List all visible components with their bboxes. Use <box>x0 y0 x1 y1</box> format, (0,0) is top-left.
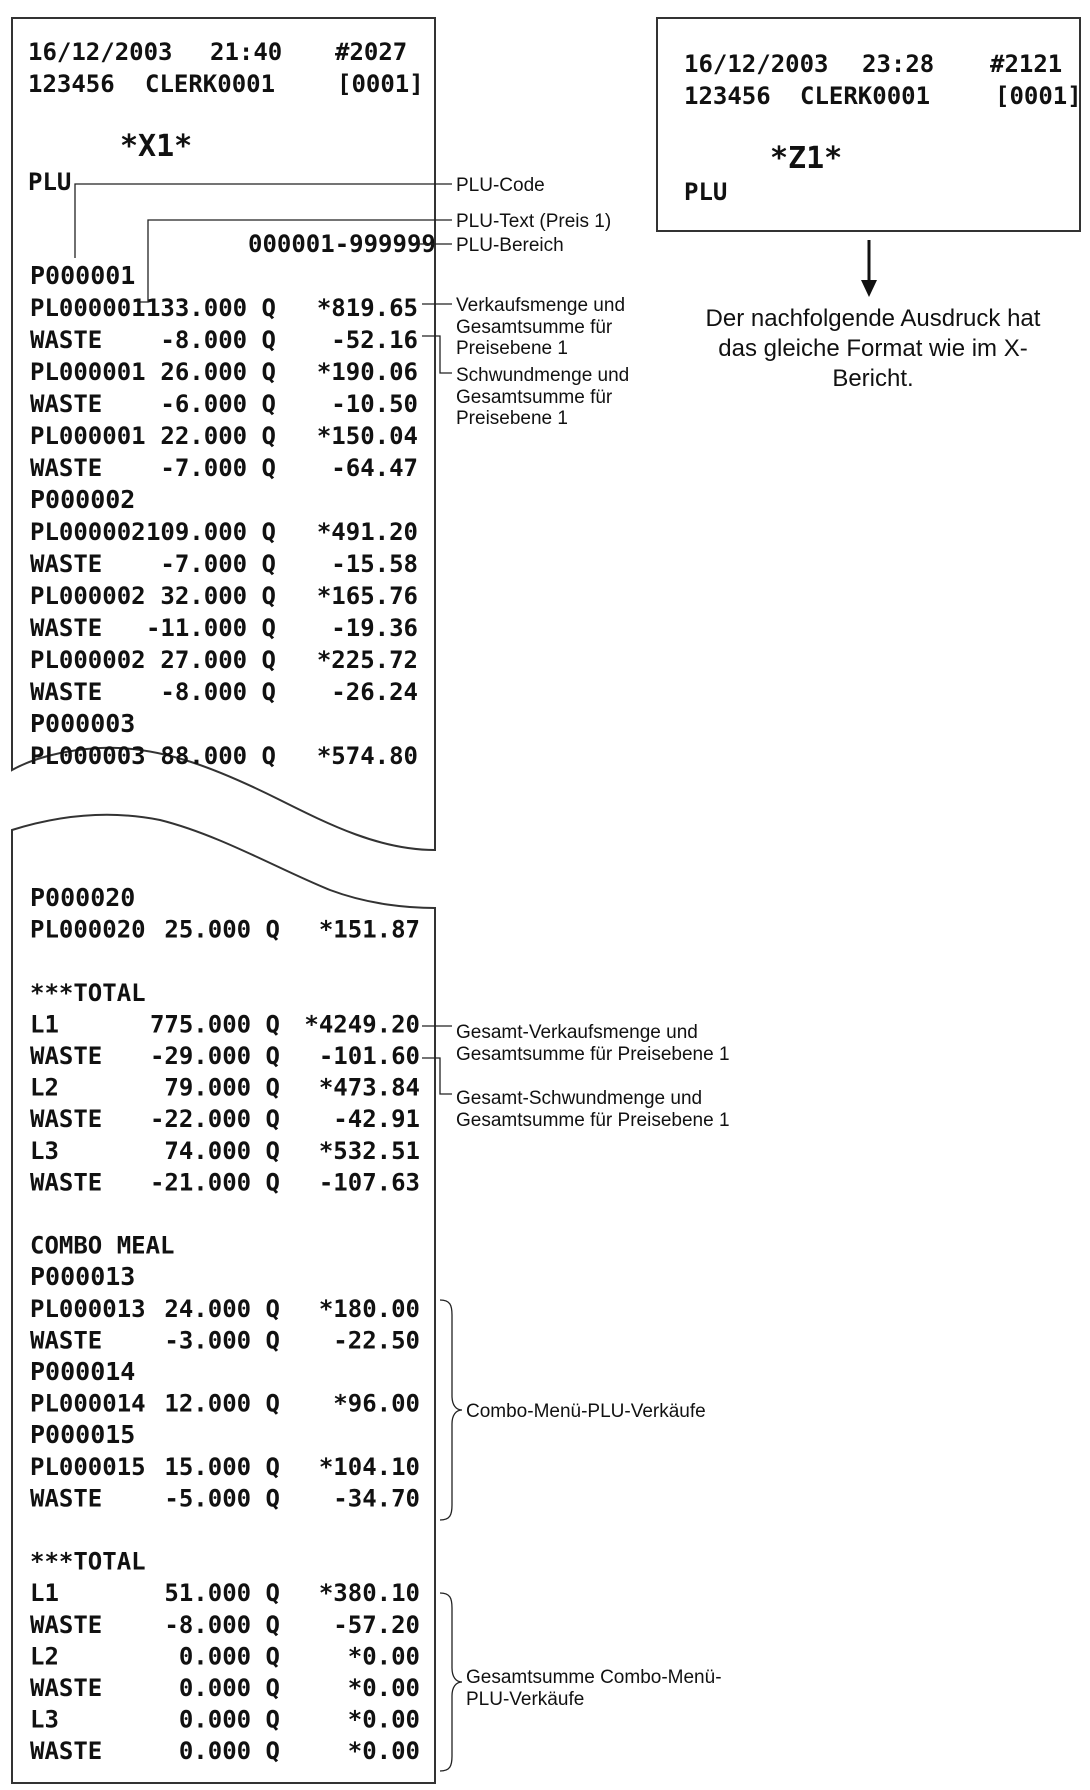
row-quantity: -22.000 Q <box>149 1105 280 1134</box>
row-quantity: -7.000 Q <box>160 550 276 578</box>
row-amount: *0.00 <box>347 1674 420 1702</box>
row-label: WASTE <box>30 1737 103 1766</box>
row-label: PL000015 <box>30 1452 146 1481</box>
row-quantity: 88.000 Q <box>160 742 276 770</box>
z-note <box>706 305 1041 392</box>
bracket-combo-sales <box>440 1300 462 1520</box>
row-quantity: 27.000 Q <box>160 646 276 674</box>
row-quantity: 51.000 Q <box>164 1579 280 1608</box>
row-amount: -22.50 <box>333 1326 420 1355</box>
row-amount: -26.24 <box>331 678 418 706</box>
row-amount: *96.00 <box>333 1389 420 1418</box>
row-quantity: 133.000 Q <box>145 294 276 322</box>
row-label: PL000002 <box>30 582 146 610</box>
row-quantity: 15.000 Q <box>164 1452 280 1481</box>
annotation-waste-line-2: Gesamtsumme für <box>456 387 613 408</box>
row-amount: *180.00 <box>318 1294 420 1323</box>
row-label: L2 <box>30 1073 59 1102</box>
annotation-total-sales-line-1: Gesamt-Verkaufsmenge und <box>456 1022 698 1043</box>
x-date: 16/12/2003 <box>28 38 173 66</box>
row-label: P000014 <box>30 1357 136 1386</box>
row-label: P000001 <box>30 261 136 290</box>
row-label: WASTE <box>30 454 103 482</box>
row-amount: *491.20 <box>316 518 418 546</box>
row-amount: -57.20 <box>333 1610 420 1639</box>
row-label: COMBO MEAL <box>30 1231 175 1260</box>
row-amount: *4249.20 <box>304 1010 420 1039</box>
row-quantity: 0.000 Q <box>178 1674 280 1702</box>
row-quantity: 0.000 Q <box>178 1642 280 1671</box>
row-amount: *0.00 <box>347 1737 420 1766</box>
z-clerk: CLERK0001 <box>800 82 931 110</box>
z-date: 16/12/2003 <box>684 50 829 78</box>
row-amount: -101.60 <box>318 1042 420 1070</box>
row-amount: *0.00 <box>347 1705 420 1734</box>
row-label: WASTE <box>30 1484 103 1513</box>
row-label: PL000003 <box>30 742 146 770</box>
row-amount: -52.16 <box>331 326 418 354</box>
row-quantity: -21.000 Q <box>149 1168 280 1197</box>
z-note-line-2: das gleiche Format wie im X- <box>718 335 1028 362</box>
annotation-plu-text: PLU-Text (Preis 1) <box>456 211 612 232</box>
row-quantity: 25.000 Q <box>164 915 280 944</box>
row-quantity: 32.000 Q <box>160 582 276 610</box>
row-amount: *165.76 <box>316 582 418 610</box>
row-quantity: -7.000 Q <box>160 454 276 482</box>
row-label: PL000013 <box>30 1294 146 1323</box>
annotation-waste-line-3: Preisebene 1 <box>456 408 568 429</box>
row-label: P000013 <box>30 1262 136 1292</box>
row-label: P000015 <box>30 1420 136 1450</box>
annotation-total-sales-line-2: Gesamtsumme für Preisebene 1 <box>456 1044 730 1065</box>
row-label: WASTE <box>30 1105 103 1134</box>
annotation-combo-total-line-2: PLU-Verkäufe <box>466 1689 585 1710</box>
row-quantity: -11.000 Q <box>145 614 276 642</box>
row-label: PL000002 <box>30 518 146 546</box>
row-label: P000020 <box>30 883 136 912</box>
annotation-sales-line-2: Gesamtsumme für <box>456 317 613 338</box>
row-label: L1 <box>30 1010 59 1039</box>
x-section-label: PLU <box>28 168 72 196</box>
x-time: 21:40 <box>210 38 283 66</box>
row-quantity: -8.000 Q <box>160 326 276 354</box>
row-label: WASTE <box>30 550 103 578</box>
annotation-plu-range: PLU-Bereich <box>456 235 564 256</box>
row-quantity: -8.000 Q <box>164 1610 280 1639</box>
x-plu-range: 000001-999999 <box>248 230 436 258</box>
annotations <box>456 175 730 1710</box>
row-amount: -64.47 <box>331 454 418 482</box>
row-label: L1 <box>30 1579 59 1608</box>
row-quantity: 79.000 Q <box>164 1073 280 1102</box>
row-label: WASTE <box>30 678 103 706</box>
x-bracket: [0001] <box>337 70 424 98</box>
row-label: PL000001 <box>30 358 146 386</box>
row-quantity: 74.000 Q <box>164 1136 280 1165</box>
x-title: *X1* <box>120 129 193 164</box>
z-id: 123456 <box>684 82 771 110</box>
row-amount: -19.36 <box>331 614 418 642</box>
row-amount: -107.63 <box>318 1168 420 1197</box>
row-quantity: 22.000 Q <box>160 422 276 450</box>
row-label: WASTE <box>30 1168 103 1197</box>
row-quantity: -6.000 Q <box>160 390 276 418</box>
row-label: L3 <box>30 1136 59 1165</box>
x-id: 123456 <box>28 70 115 98</box>
row-amount: *150.04 <box>316 422 418 450</box>
row-label: WASTE <box>30 1042 103 1070</box>
row-amount: *574.80 <box>316 742 418 770</box>
arrow-down-icon <box>861 240 877 297</box>
row-amount: *819.65 <box>316 294 418 322</box>
row-quantity: -8.000 Q <box>160 678 276 706</box>
z-section-label: PLU <box>684 178 728 206</box>
row-label: WASTE <box>30 390 103 418</box>
row-label: L3 <box>30 1705 59 1734</box>
row-amount: *380.10 <box>318 1579 420 1608</box>
z-time: 23:28 <box>862 50 935 78</box>
z-note-line-1: Der nachfolgende Ausdruck hat <box>705 305 1041 332</box>
row-label: WASTE <box>30 326 103 354</box>
row-amount: *0.00 <box>347 1642 420 1671</box>
row-label: PL000014 <box>30 1389 146 1418</box>
z-note-line-3: Bericht. <box>832 365 914 392</box>
row-label: PL000001 <box>30 294 146 322</box>
x-number: #2027 <box>335 38 408 66</box>
row-amount: *151.87 <box>318 915 420 944</box>
row-quantity: 109.000 Q <box>145 518 276 546</box>
row-amount: *104.10 <box>318 1452 420 1481</box>
row-quantity: 26.000 Q <box>160 358 276 386</box>
row-quantity: 24.000 Q <box>164 1294 280 1323</box>
row-label: L2 <box>30 1642 59 1671</box>
row-label: ***TOTAL <box>30 1547 146 1576</box>
row-label: PL000020 <box>30 915 146 944</box>
row-quantity: -5.000 Q <box>164 1484 280 1513</box>
row-label: WASTE <box>30 1610 103 1639</box>
row-quantity: 775.000 Q <box>149 1010 280 1039</box>
annotation-combo-total-line-1: Gesamtsumme Combo-Menü- <box>466 1667 722 1688</box>
row-label: ***TOTAL <box>30 978 146 1007</box>
bracket-combo-total <box>440 1593 462 1771</box>
annotation-plu-code: PLU-Code <box>456 175 545 196</box>
annotation-total-waste-line-2: Gesamtsumme für Preisebene 1 <box>456 1110 730 1131</box>
row-label: WASTE <box>30 1326 103 1355</box>
row-amount: -42.91 <box>333 1105 420 1134</box>
z-title: *Z1* <box>770 141 843 176</box>
row-label: PL000002 <box>30 646 146 674</box>
row-quantity: 0.000 Q <box>178 1705 280 1734</box>
row-amount: *190.06 <box>316 358 418 386</box>
row-label: WASTE <box>30 1674 103 1702</box>
annotation-combo-sales: Combo-Menü-PLU-Verkäufe <box>466 1401 706 1422</box>
annotation-sales-line-3: Preisebene 1 <box>456 338 568 359</box>
annotation-total-waste-line-1: Gesamt-Schwundmenge und <box>456 1088 703 1109</box>
annotation-waste-line-1: Schwundmenge und <box>456 365 630 386</box>
row-label: WASTE <box>30 614 103 642</box>
row-amount: -15.58 <box>331 550 418 578</box>
x-clerk: CLERK0001 <box>145 70 276 98</box>
row-quantity: -29.000 Q <box>149 1042 280 1070</box>
row-label: P000002 <box>30 485 136 514</box>
row-quantity: -3.000 Q <box>164 1326 280 1355</box>
row-label: P000003 <box>30 709 136 738</box>
row-quantity: 12.000 Q <box>164 1389 280 1418</box>
row-amount: *473.84 <box>318 1073 420 1102</box>
row-quantity: 0.000 Q <box>178 1737 280 1766</box>
row-label: PL000001 <box>30 422 146 450</box>
annotation-sales-line-1: Verkaufsmenge und <box>456 295 626 316</box>
row-amount: *225.72 <box>316 646 418 674</box>
z-number: #2121 <box>990 50 1063 78</box>
row-amount: -10.50 <box>331 390 418 418</box>
row-amount: -34.70 <box>333 1484 420 1513</box>
row-amount: *532.51 <box>318 1136 420 1165</box>
z-bracket: [0001] <box>995 82 1082 110</box>
